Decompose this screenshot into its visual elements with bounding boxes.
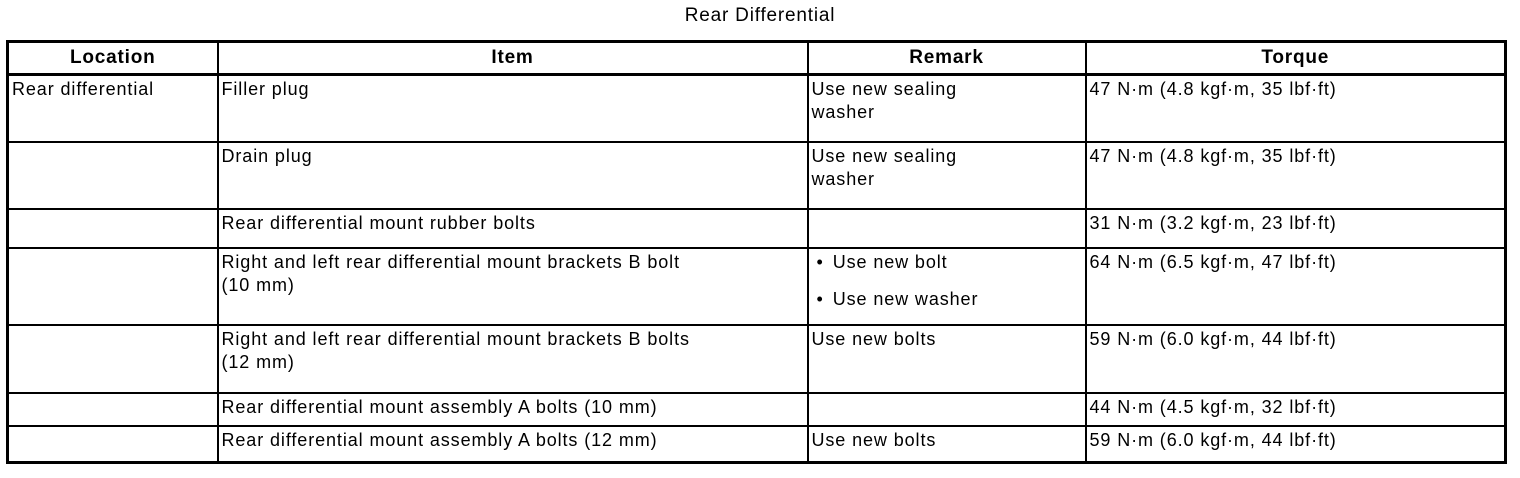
header-row [8, 42, 1506, 75]
location-cell [8, 248, 218, 325]
item-cell [218, 209, 808, 248]
item-line: Rear differential mount rubber bolts [221, 212, 536, 233]
remark-line: Use new bolts [811, 328, 937, 349]
location-cell [8, 393, 218, 426]
remark-cell [808, 325, 1086, 393]
header-item: Item [218, 42, 808, 75]
item-line: Drain plug [221, 145, 313, 166]
remark-bullet-item [812, 288, 1083, 311]
table-row [8, 75, 1506, 142]
location-cell [8, 325, 218, 393]
torque-spec-table [6, 40, 1507, 464]
item-cell [218, 393, 808, 426]
remark-cell [808, 75, 1086, 142]
remark-cell [808, 248, 1086, 325]
torque-cell: 44 N·m (4.5 kgf·m, 32 lbf·ft) [1086, 393, 1506, 426]
bullet-icon: • [816, 251, 824, 272]
remark-cell [808, 142, 1086, 209]
header-location: Location [8, 42, 218, 75]
torque-cell: 64 N·m (6.5 kgf·m, 47 lbf·ft) [1086, 248, 1506, 325]
table-row [8, 209, 1506, 248]
table-row [8, 426, 1506, 463]
remark-line: Use new bolts [811, 429, 937, 450]
remark-line: Use new sealing [811, 145, 958, 166]
table-row [8, 248, 1506, 325]
torque-cell: 47 N·m (4.8 kgf·m, 35 lbf·ft) [1086, 75, 1506, 142]
remark-line: washer [811, 168, 875, 189]
item-line: Rear differential mount assembly A bolts (12 mm) [221, 429, 658, 450]
item-line: (12 mm) [221, 351, 295, 372]
location-cell: Rear differential [8, 75, 218, 142]
location-cell [8, 426, 218, 463]
table-row [8, 142, 1506, 209]
torque-cell: 47 N·m (4.8 kgf·m, 35 lbf·ft) [1086, 142, 1506, 209]
bullet-icon: • [816, 288, 824, 309]
torque-cell: 31 N·m (3.2 kgf·m, 23 lbf·ft) [1086, 209, 1506, 248]
location-cell [8, 142, 218, 209]
item-line: Filler plug [221, 79, 310, 99]
torque-cell: 59 N·m (6.0 kgf·m, 44 lbf·ft) [1086, 325, 1506, 393]
table-row [8, 393, 1506, 426]
item-cell [218, 142, 808, 209]
remark-line: Use new sealing [811, 79, 958, 99]
remark-bullet-item [812, 251, 1083, 274]
item-cell [218, 248, 808, 325]
table-row [8, 325, 1506, 393]
item-line: Right and left rear differential mount brackets B bolt [221, 251, 680, 272]
item-cell [218, 75, 808, 142]
header-torque: Torque [1086, 42, 1506, 75]
header-remark: Remark [808, 42, 1086, 75]
item-line: Rear differential mount assembly A bolts (10 mm) [221, 396, 658, 417]
item-cell [218, 426, 808, 463]
remark-line: washer [811, 102, 875, 122]
remark-cell [808, 426, 1086, 463]
item-line: Right and left rear differential mount brackets B bolts [221, 328, 690, 349]
location-cell [8, 209, 218, 248]
item-line: (10 mm) [221, 274, 295, 295]
remark-cell [808, 393, 1086, 426]
item-cell [218, 325, 808, 393]
page-title: Rear Differential [684, 5, 836, 26]
remark-line: Use new bolt [832, 251, 948, 272]
remark-line: Use new washer [832, 288, 979, 309]
remark-cell [808, 209, 1086, 248]
torque-cell: 59 N·m (6.0 kgf·m, 44 lbf·ft) [1086, 426, 1506, 463]
